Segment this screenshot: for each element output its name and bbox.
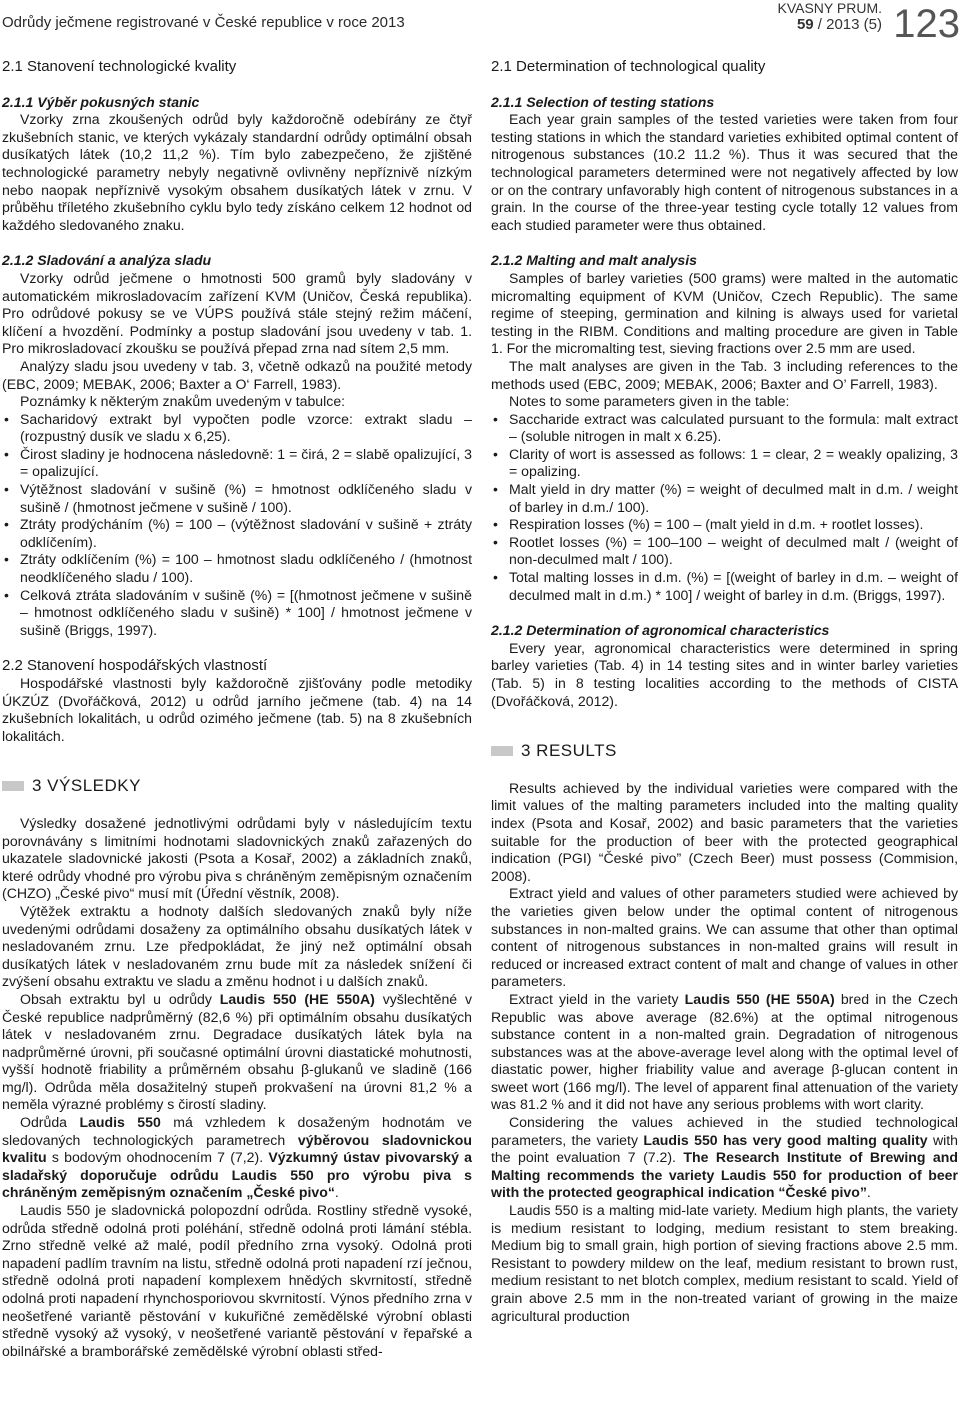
paragraph: Every year, agronomical characteristics were determined in spring barley varieties (Tab. 4) in 14 testing sites and in winter barley varieties (Tab. 5) in 8 testing localities according to the methods of CISTA (Dvořáčková, 2012).: [491, 639, 958, 709]
list-item: • Rootlet losses (%) = 100–100 – weight of deculmed malt / (weight of non-deculmed malt / 100).: [491, 534, 958, 569]
paragraph: Laudis 550 is a malting mid-late variety. Medium high plants, the variety is medium resistant to lodging, medium resistant to stem breaking. Medium big to small grain, high portion of sieving fractions above 2.5 mm. Resistant to powdery mildew on the leaf, medium resistant to brown rust, medium resistant to net blotch complex, medium resistant to scald. Yield of grain above 2.5 mm in the non-treated variant of growing in the maize agricultural production: [491, 1202, 958, 1324]
subsection-heading-2-1-2: 2.1.2 Sladování a analýza sladu: [2, 252, 212, 269]
notes-list: [491, 411, 958, 605]
paragraph: Poznámky k některým znakům uvedeným v tabulce:: [20, 393, 346, 410]
results-heading: 3 VÝSLEDKY: [2, 777, 472, 795]
subsection-heading-2-1-2: 2.1.2 Malting and malt analysis: [491, 252, 697, 269]
issue-year: / 2013 (5): [813, 16, 882, 33]
paragraph: Výsledky dosažené jednotlivými odrůdami byly v následujícím textu porovnávány s limitními hodnotami sladovnických znaků zařazených do ukazatele sladovnické jakosti (Psota a Kosař, 2002) a základních znaků, které odrůdy vhodné pro výrobu piva s chráněným zeměpisným označením (CHZO) „České pivo“ musí mít (Úřední věstník, 2008).: [2, 814, 472, 902]
section-heading-2-2: 2.2 Stanovení hospodářských vlastností: [2, 657, 268, 675]
list-item: • Ztráty odklíčením (%) = 100 – hmotnost sladu odklíčeného / (hmotnost neodklíčeného sladu / 100).: [2, 551, 472, 586]
journal-name: KVASNY PRUM.: [777, 0, 882, 16]
paragraph: Vzorky zrna zkoušených odrůd byly každoročně odebírány ze čtyř zkušebních stanic, ve kterých vykázaly standardní odrůdy optimální obsah dusíkatých látek (10,2 11,2 %). Tím bylo zabezpečeno, že zjištěné technologické parametry nebyly negativně ovlivněny nepříznivě nízkým nebo naopak nepříznivě vysokým obsahem dusíkatých látek v zrnu. V průběhu tříletého zkušebního cyklu bylo tedy získáno celkem 12 hodnot od každého sledovaného znaku.: [2, 111, 472, 233]
running-title: Odrůdy ječmene registrované v České republice v roce 2013: [2, 14, 405, 31]
list-item: • Výtěžnost sladování v sušině (%) = hmotnost odklíčeného sladu v sušině / (hmotnost ječmene v sušině / 100).: [2, 481, 472, 516]
section-heading-2-1: 2.1 Determination of technological quality: [491, 58, 766, 75]
czech-column: [2, 58, 472, 1360]
paragraph: The malt analyses are given in the Tab. 3 including references to the methods used (EBC, 2009; MEBAK, 2006; Baxter and O’ Farrell, 1983).: [491, 357, 958, 392]
paragraph: Výtěžek extraktu a hodnoty dalších sledovaných znaků byly níže uvedenými odrůdami dosaženy za optimálního obsahu dusíkatých látek v nesladovaném zrnu. Lze předpokládat, že jiný než optimální obsah dusíkatých látek v nesladovaném zrnu bude mít za následek snížení či zvýšení obsahu extraktu ve sladu a změnu hodnot i u dalších znaků.: [2, 902, 472, 990]
recommendation: Výzkumný ústav pivovarský a sladařský doporučuje odrůdu Laudis 550 pro výrobu piva s chráněným zeměpisným označením „České pivo“: [2, 1149, 473, 1201]
paragraph: Laudis 550 je sladovnická polopozdní odrůda. Rostliny středně vysoké, odrůda středně odolná proti poléhání, středně odolná proti lámání stébla. Zrno středně velké až malé, podíl předního zrna vysoký. Odolná proti napadení padlím travním na listu, středně odolná proti napadení rzí ječnou, středně odolná proti napadení komplexem hnědých skvrnitostí, středně odolná proti napadení rhynchosporiovou skvrnitostí. Výnos předního zrna v neošetřené variantě pěstování v kukuřičné zemědělské výrobní oblasti středně vysoký až vysoký, v neošetřené variantě pěstování v řepařské a obilnářské a bramborářské zemědělské výrobní oblasti střed-: [2, 1202, 472, 1359]
paragraph: Extract yield and values of other parameters studied were achieved by the varieties given below under the optimal content of nitrogenous substances in non-malted grains. We can assume that other than optimal content of nitrogenous substances in non-malted grains will result in reduced or increased extract content of malt and change of values in other parameters.: [491, 885, 958, 990]
volume-number: 59: [796, 16, 814, 33]
paragraph: Odrůda Laudis 550 má vzhledem k dosaženým hodnotám ve sledovaných technologických parametrech výběrovou sladovnickou kvalitu s bodovým ohodnocením 7 (7,2). Výzkumný ústav pivovarský a sladařský doporučuje odrůdu Laudis 550 pro výrobu piva s chráněným zeměpisným označením „České pivo“.: [2, 1114, 473, 1201]
paragraph: Hospodářské vlastnosti byly každoročně zjišťovány podle metodiky ÚKZÚZ (Dvořáčková, 2012) u odrůd jarního ječmene (tab. 4) na 14 zkušebních lokalitách, u odrůd ozimého ječmene (tab. 5) na 8 zkušebních lokalitách.: [2, 675, 472, 744]
list-item: • Total malting losses in d.m. (%) = [(weight of barley in d.m. – weight of deculmed malt in d.m.) * 100] / weight of barley in d.m. (Briggs, 1997).: [491, 569, 958, 604]
heading-bar: [491, 746, 513, 756]
page-number: 123: [893, 2, 960, 46]
paragraph: Notes to some parameters given in the table:: [509, 393, 790, 410]
paragraph: Considering the values achieved in the studied technological parameters, the variety Laudis 550 has very good malting quality with the point evaluation 7 (7.2). The Research Institute of Brewing and Malting recommends the variety Laudis 550 for production of beer with the protected geographical indication “České pivo”.: [491, 1114, 959, 1201]
results-heading: 3 RESULTS: [491, 742, 958, 760]
heading-bar: [2, 781, 24, 791]
page-header: [0, 0, 960, 46]
paragraph: Each year grain samples of the tested varieties were taken from four testing stations in which the standard varieties exhibited optimal content of nitrogenous substances (10.2 11.2 %). Thus it was secured that the technological parameters determined were not negatively affected by low or on the contrary unfavorably high content of nitrogenous substances in a grain. In the course of the three-year testing cycle totally 12 values from each studied parameter were thus obtained.: [491, 111, 958, 233]
recommendation: The Research Institute of Brewing and Malting recommends the variety Laudis 550 for production of beer with the protected geographical indication “České pivo”: [491, 1149, 958, 1201]
english-column: [491, 58, 958, 1325]
list-item: • Malt yield in dry matter (%) = weight of deculmed malt in d.m. / weight of barley in d.m./ 100).: [491, 481, 958, 516]
paragraph: Extract yield in the variety Laudis 550 (HE 550A) bred in the Czech Republic was above average (82.6%) at the optimal nitrogenous substance content in a non-malted grain. Degradation of nitrogenous substances was at the above-average level along with the optimal level of diastatic power, higher friability value and average β-glucan content in sweet wort (166 mg/l). The level of apparent final attenuation of the variety was 81.2 % and it did not have any serious problems with wort clarity.: [491, 990, 958, 1113]
list-item: • Čirost sladiny je hodnocena následovně: 1 = čirá, 2 = slabě opalizující, 3 = opalizující.: [2, 446, 472, 481]
issue-info: [777, 16, 882, 33]
list-item: • Ztráty prodýcháním (%) = 100 – (výtěžnost sladování v sušině + ztráty odklíčením).: [2, 516, 472, 551]
paragraph: Analýzy sladu jsou uvedeny v tab. 3, včetně odkazů na použité metody (EBC, 2009; MEBAK, 2006; Baxter a O‘ Farrell, 1983).: [2, 357, 472, 392]
list-item: • Saccharide extract was calculated pursuant to the formula: malt extract – (soluble nitrogen in malt x 6.25).: [491, 411, 958, 446]
list-item: • Respiration losses (%) = 100 – (malt yield in d.m. + rootlet losses).: [491, 516, 958, 534]
list-item: • Clarity of wort is assessed as follows: 1 = clear, 2 = weakly opalizing, 3 = opalizing.: [491, 446, 958, 481]
subsection-heading-agronomical: 2.1.2 Determination of agronomical characteristics: [491, 622, 830, 639]
subsection-heading-2-1-1: 2.1.1 Selection of testing stations: [491, 93, 715, 110]
section-heading-2-1: 2.1 Stanovení technologické kvality: [2, 58, 237, 75]
paragraph: Results achieved by the individual varieties were compared with the limit values of the malting parameters included into the malting quality index (Psota and Kosař, 2002) and basic parameters that the varieties suitable for the production of beer with the protected geographical indication (PGI) “České pivo” (Czech Beer) must possess (Commision, 2008).: [491, 779, 958, 884]
list-item: • Sacharidový extrakt byl vypočten podle vzorce: extrakt sladu – (rozpustný dusík ve sladu x 6,25).: [2, 411, 472, 446]
variety-name: Laudis 550 (HE 550A): [684, 990, 835, 1007]
notes-list: [2, 411, 472, 640]
paragraph: Obsah extraktu byl u odrůdy Laudis 550 (HE 550A) vyšlechtěné v České republice nadprůměrný (82,6 %) při optimálním obsahu dusíkatých látek v nesladovaném zrnu. Degradace dusíkatých látek byla na nadprůměrné úrovni, při současné optimální úrovni diastatické mohutnosti, vyšší hodnotě friability a průměrném obsahu β-glukanů ve sladině (166 mg/l). Odrůda měla dosažitelný stupeň prokvašení na úrovni 81,2 % a neměla výrazné problémy s čirostí sladiny.: [2, 990, 472, 1113]
paragraph: Vzorky odrůd ječmene o hmotnosti 500 gramů byly sladovány v automatickém mikrosladovacím zařízení KVM (Uničov, Česká republika). Pro odrůdové pokusy se ve VÚPS používá stále stejný režim máčení, klíčení a hvozdění. Podmínky a postup sladování jsou uvedeny v tab. 1. Pro mikrosladovací zkoušku se používá přepad zrna nad sítem 2,5 mm.: [2, 269, 472, 357]
paragraph: Samples of barley varieties (500 grams) were malted in the automatic micromalting equipment of KVM (Uničov, Czech Republic). The same regime of steeping, germination and kilning is always used for varietal testing in the RIBM. Conditions and malting procedure are given in Table 1. For the micromalting test, sieving fractions over 2.5 mm are used.: [491, 269, 958, 357]
list-item: • Celková ztráta sladováním v sušině (%) = [(hmotnost ječmene v sušině – hmotnost odklíčeného sladu v sušině) * 100] / hmotnost ječmene v sušině (Briggs, 1997).: [2, 587, 472, 640]
variety-name: Laudis 550 (HE 550A): [219, 990, 375, 1007]
subsection-heading-2-1-1: 2.1.1 Výběr pokusných stanic: [2, 93, 200, 110]
